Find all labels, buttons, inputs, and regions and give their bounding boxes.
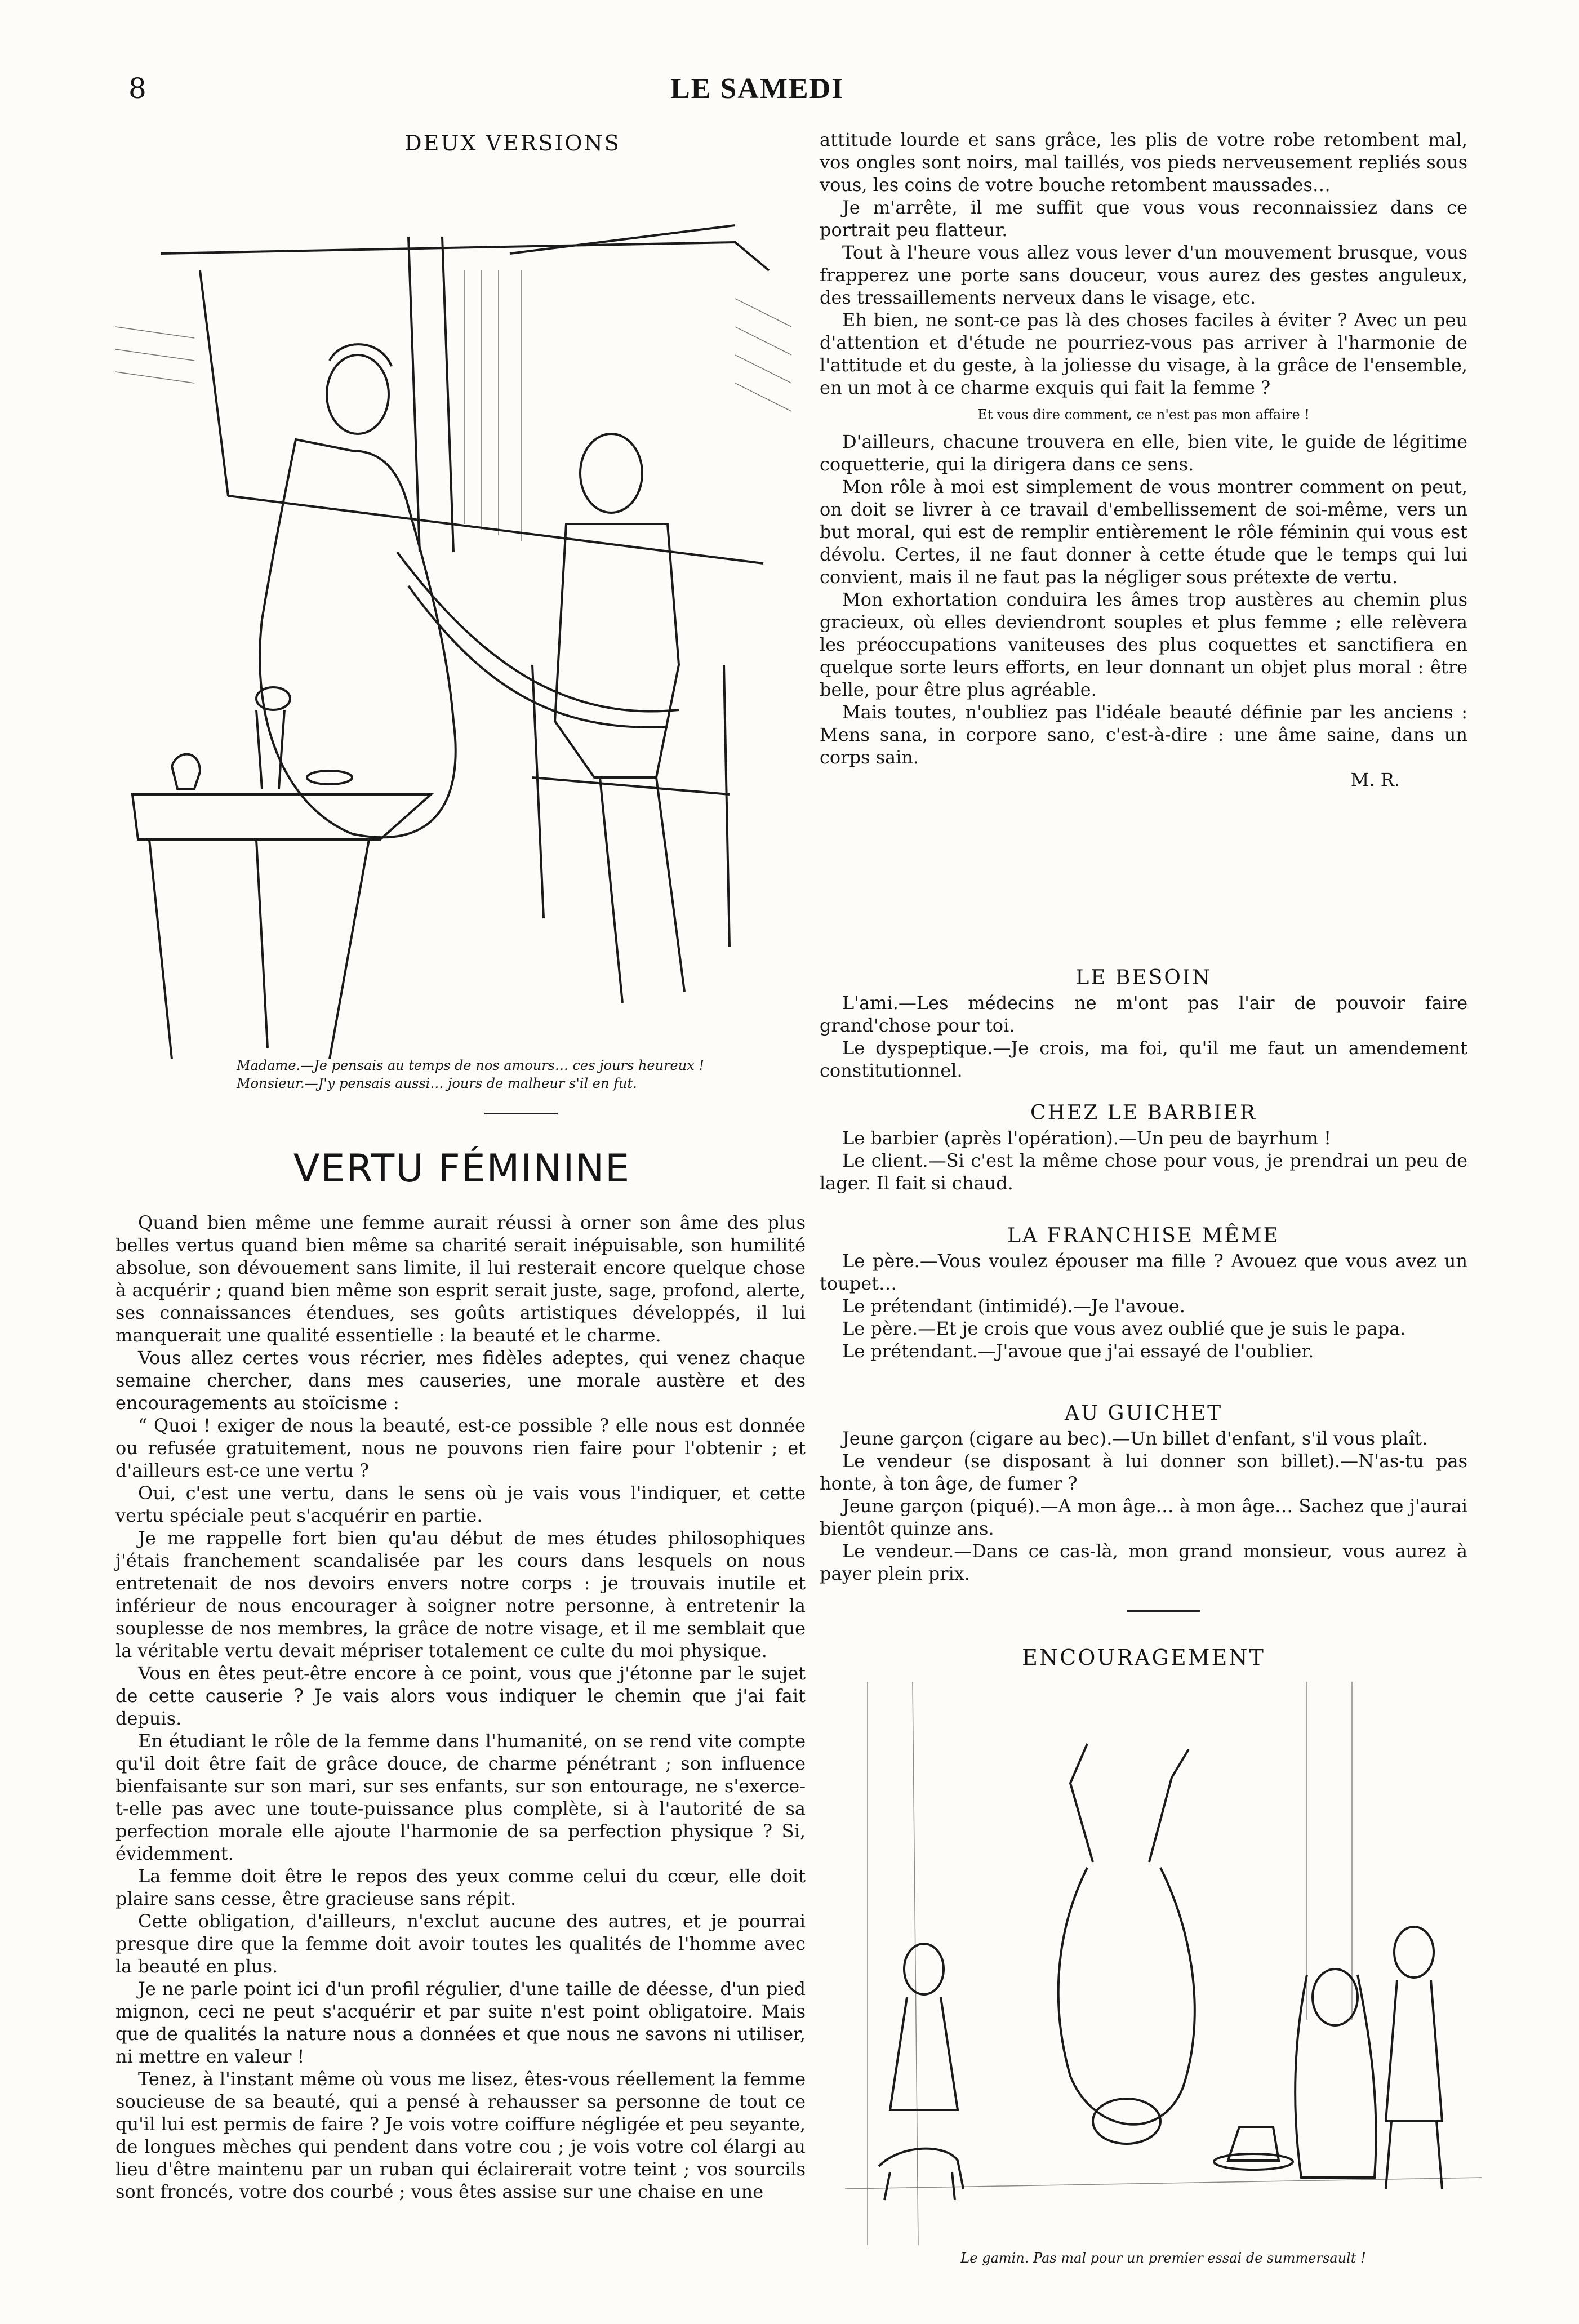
article-paragraph: Quand bien même une femme aurait réussi à orner son âme des plus belles vertus quand bien même sa charité serait inépuisable, son humilité absolue, son dévouement sans limite, il lui resterait encore quelque chose à acquérir ; quand bien même son esprit serait juste, sage, profond, alerte, ses connaissances étendues, ses goûts artistiques développés, il lui manquerait une qualité essentielle : la beauté et le charme.	[115, 1212, 806, 1346]
illustration-caption-encouragement: Le gamin. Pas mal pour un premier essai de summersault !	[960, 2250, 1366, 2266]
illustration-caption-monsieur: Monsieur.—J'y pensais aussi… jours de malheur s'il en fut.	[237, 1076, 637, 1091]
article-paragraph: Vous en êtes peut-être encore à ce point, vous que j'étonne par le sujet de cette causerie ? Je vais alors vous indiquer le chemin que j'ai fait depuis.	[115, 1663, 806, 1729]
dialog-line: Jeune garçon (piqué).—A mon âge… à mon âge… Sachez que j'aurai bientôt quinze ans.	[820, 1495, 1467, 1539]
illustration-encouragement	[845, 1682, 1482, 2248]
section-title: AU GUICHET	[1064, 1402, 1223, 1425]
article-paragraph: Mon rôle à moi est simplement de vous montrer comment on peut, on doit se livrer à ce travail d'embellissement de soi-même, vers un but moral, qui est de remplir entièrement le rôle féminin qui vous est dévolu. Certes, il ne faut donner à cette étude que le temps qui lui convient, mais il ne faut pas la négliger sous prétexte de vertu.	[820, 476, 1467, 588]
illustration-caption-madame: Madame.—Je pensais au temps de nos amours… ces jours heureux !	[237, 1057, 705, 1073]
dialog-line: Le client.—Si c'est la même chose pour vous, je prendrai un peu de lager. Il fait si chaud.	[820, 1150, 1467, 1194]
dialog-line: Le vendeur (se disposant à lui donner son billet).—N'as-tu pas honte, à ton âge, de fumer ?	[820, 1450, 1467, 1494]
article-paragraph: Je m'arrête, il me suffit que vous vous reconnaissiez dans ce portrait peu flatteur.	[820, 197, 1467, 241]
section-title: LE BESOIN	[1075, 966, 1212, 989]
illustration-title-encouragement: ENCOURAGEMENT	[1022, 1645, 1265, 1670]
illustration-title-deux-versions: DEUX VERSIONS	[404, 131, 621, 155]
illustration-deux-versions	[115, 158, 803, 1059]
dialog-line: Le prétendant (intimidé).—Je l'avoue.	[842, 1295, 1185, 1317]
article-paragraph: Mon exhortation conduira les âmes trop austères au chemin plus gracieux, où elles deviendront souples et plus femme ; elle relèvera les préoccupations vaniteuses des plus coquettes et sanctifiera en quelque sorte leurs efforts, en leur donnant un objet plus moral : être belle, pour être plus agréable.	[820, 589, 1467, 700]
article-paragraph: Tenez, à l'instant même où vous me lisez, êtes-vous réellement la femme soucieuse de sa beauté, qui a pensé à rehausser sa personne de tout ce qu'il lui est permis de faire ? Je vois votre coiffure négligée et peu seyante, de longues mèches qui pendent dans votre cou ; je vois votre col élargi au lieu d'être maintenu par un ruban qui éclairerait votre teint ; vos sourcils sont froncés, votre dos courbé ; vous êtes assise sur une chaise en une	[115, 2068, 806, 2202]
article-paragraph: D'ailleurs, chacune trouvera en elle, bien vite, le guide de légitime coquetterie, qui la dirigera dans ce sens.	[820, 431, 1467, 475]
dialog-line: Le père.—Vous voulez épouser ma fille ? Avouez que vous avez un toupet…	[820, 1250, 1467, 1294]
dialog-line: Le prétendant.—J'avoue que j'ai essayé de l'oublier.	[842, 1340, 1314, 1362]
separator-rule	[1127, 1610, 1200, 1612]
article-paragraph: Je ne parle point ici d'un profil régulier, d'une taille de déesse, d'un pied mignon, ceci ne peut s'acquérir et par suite n'est point obligatoire. Mais que de qualités la nature nous a données et que nous ne savons ni utiliser, ni mettre en valeur !	[115, 1978, 806, 2067]
article-paragraph: “ Quoi ! exiger de nous la beauté, est-ce possible ? elle nous est donnée ou refusée gratuitement, nous ne pouvons rien faire pour l'obtenir ; et d'ailleurs est-ce une vertu ?	[115, 1415, 806, 1481]
article-body-right	[820, 128, 1467, 791]
article-paragraph: Tout à l'heure vous allez vous lever d'un mouvement brusque, vous frapperez une porte sans douceur, vous aurez des gestes anguleux, des tressaillements nerveux dans le visage, etc.	[820, 242, 1467, 308]
article-body-left	[115, 1211, 806, 2203]
article-paragraph: Vous allez certes vous récrier, mes fidèles adeptes, qui venez chaque semaine chercher, dans mes causeries, une morale austère et des encouragements au stoïcisme :	[115, 1347, 806, 1414]
joke-au-guichet	[820, 1400, 1467, 1585]
masthead-title: LE SAMEDI	[670, 73, 844, 105]
dialog-line: Le père.—Et je crois que vous avez oublié que je suis le papa.	[842, 1318, 1406, 1339]
dialog-line: Le dyspeptique.—Je crois, ma foi, qu'il me faut un amendement constitutionnel.	[820, 1037, 1467, 1081]
quoted-line: Et vous dire comment, ce n'est pas mon affaire !	[977, 407, 1310, 423]
joke-la-franchise-meme	[820, 1223, 1467, 1362]
section-title: CHEZ LE BARBIER	[1030, 1101, 1257, 1125]
article-paragraph: La femme doit être le repos des yeux comme celui du cœur, elle doit plaire sans cesse, être gracieuse sans répit.	[115, 1865, 806, 1909]
dialog-line: Jeune garçon (cigare au bec).—Un billet d'enfant, s'il vous plaît.	[842, 1428, 1428, 1449]
section-title: LA FRANCHISE MÊME	[1007, 1224, 1280, 1247]
article-signature: M. R.	[1350, 769, 1400, 790]
article-paragraph: attitude lourde et sans grâce, les plis de votre robe retombent mal, vos ongles sont noirs, mal taillés, vos pieds nerveusement repliés sous vous, les coins de votre bouche retombent maussades…	[820, 129, 1467, 195]
joke-le-besoin	[820, 965, 1467, 1082]
article-paragraph: En étudiant le rôle de la femme dans l'humanité, on se rend vite compte qu'il doit être fait de grâce douce, de charme pénétrant ; son influence bienfaisante sur son mari, sur ses enfants, sur son entourage, ne s'exerce-t-elle pas avec une toute-puissance plus complète, si à l'autorité de sa perfection morale elle ajoute l'harmonie de sa perfection physique ? Si, évidemment.	[115, 1730, 806, 1864]
joke-chez-le-barbier	[820, 1100, 1467, 1194]
article-paragraph: Eh bien, ne sont-ce pas là des choses faciles à éviter ? Avec un peu d'attention et d'étude ne pourriez-vous pas arriver à l'harmonie de l'attitude et du geste, à la joliesse du visage, à la grâce de l'ensemble, en un mot à ce charme exquis qui fait la femme ?	[820, 309, 1467, 398]
article-paragraph: Mais toutes, n'oubliez pas l'idéale beauté définie par les anciens : Mens sana, in corpore sano, c'est-à-dire : une âme saine, dans un corps sain.	[820, 701, 1467, 768]
boy-somersault-drawing	[845, 1682, 1482, 2248]
article-paragraph: Je me rappelle fort bien qu'au début de mes études philosophiques j'étais franchement scandalisée par les cours dans lesquels on nous entretenait de nos devoirs envers notre corps : je trouvais inutile et inférieur de nous encourager à soigner notre personne, à entretenir la souplesse de nos membres, la grâce de notre visage, et il me semblait que la véritable vertu devait mépriser totalement ce culte du moi physique.	[115, 1527, 806, 1661]
separator-rule	[484, 1113, 558, 1114]
page-number: 8	[128, 72, 146, 105]
article-paragraph: Cette obligation, d'ailleurs, n'exclut aucune des autres, et je pourrai presque dire que la femme doit avoir toutes les qualités de l'homme avec la beauté en plus.	[115, 1910, 806, 1977]
article-paragraph: Oui, c'est une vertu, dans le sens où je vais vous l'indiquer, et cette vertu spéciale peut s'acquérir en partie.	[115, 1482, 806, 1526]
couple-on-veranda-drawing	[115, 158, 803, 1059]
dialog-line: L'ami.—Les médecins ne m'ont pas l'air de pouvoir faire grand'chose pour toi.	[820, 992, 1467, 1036]
dialog-line: Le barbier (après l'opération).—Un peu de bayrhum !	[842, 1127, 1332, 1149]
article-title-vertu-feminine: VERTU FÉMININE	[293, 1147, 631, 1191]
dialog-line: Le vendeur.—Dans ce cas-là, mon grand monsieur, vous aurez à payer plein prix.	[820, 1540, 1467, 1584]
